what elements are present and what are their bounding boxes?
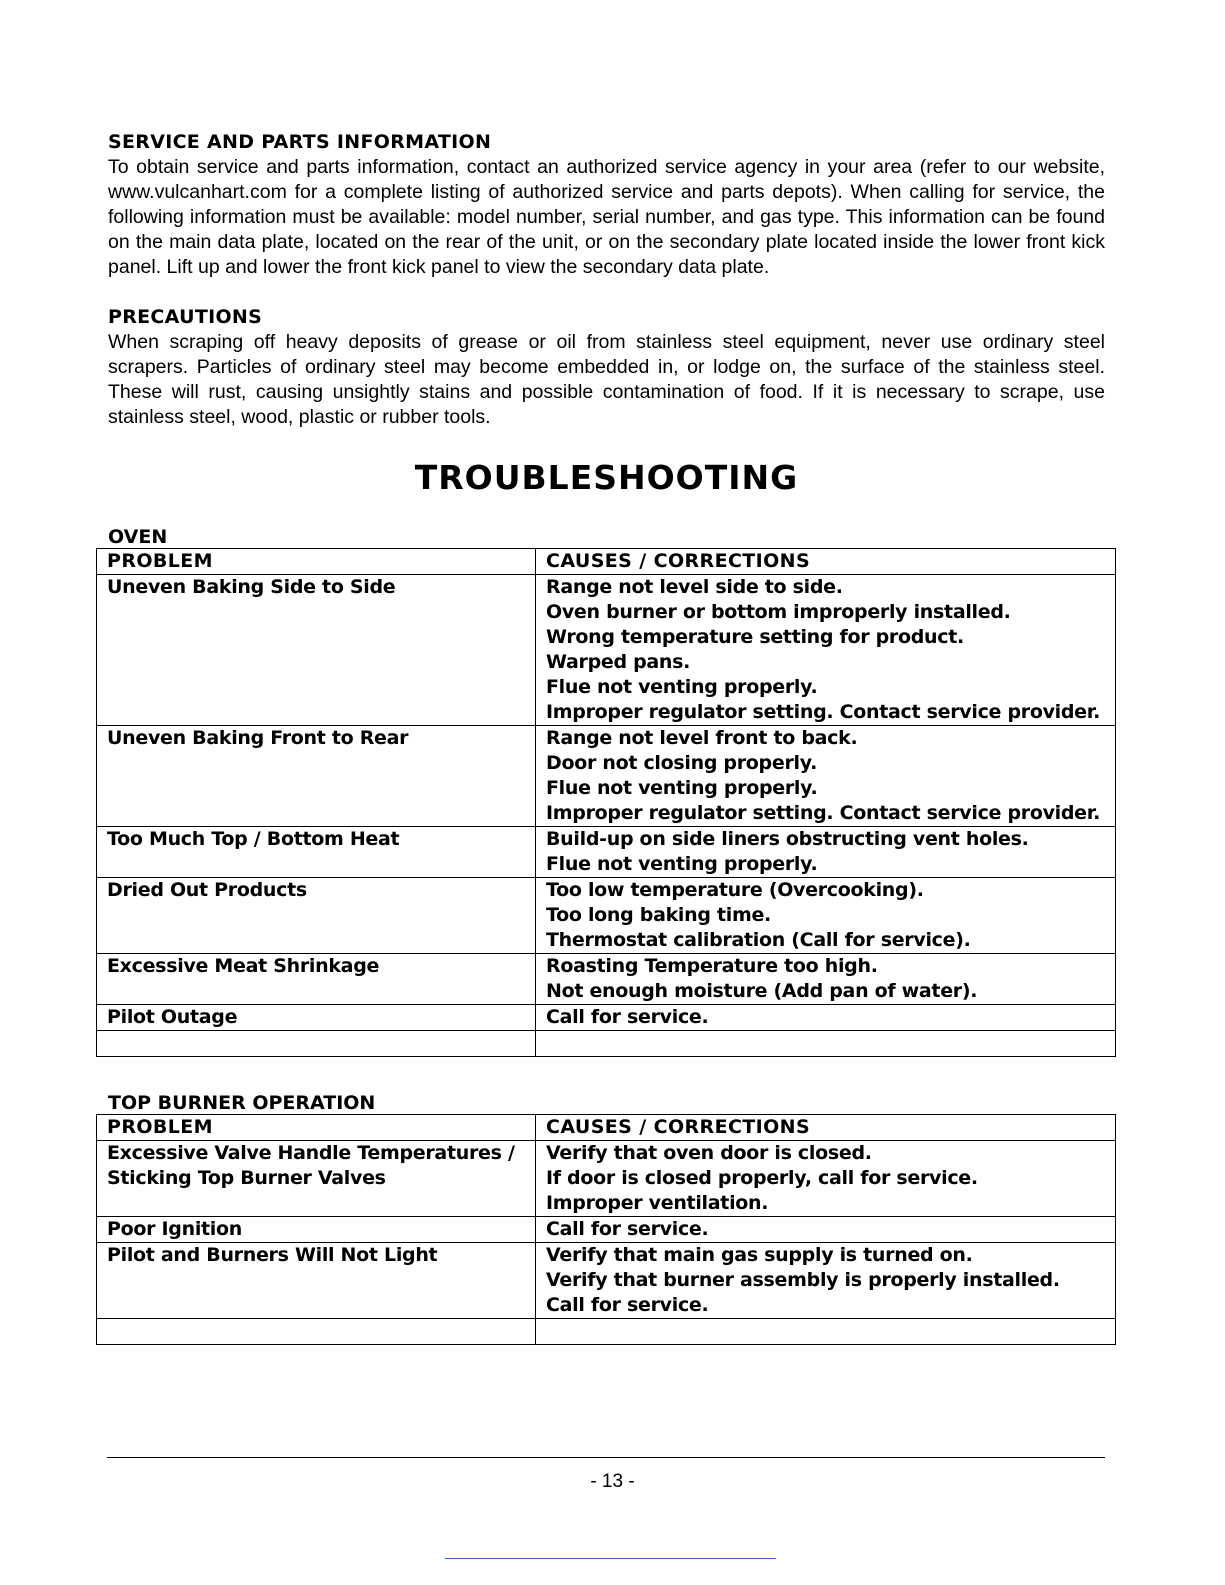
cause-line: Flue not venting properly. — [546, 676, 818, 698]
bottom-edge-line — [445, 1558, 776, 1559]
table-row — [97, 1217, 1116, 1243]
cause-line: Door not closing properly. — [546, 752, 817, 774]
cause-line: Flue not venting properly. — [546, 853, 818, 875]
cause-line: Flue not venting properly. — [546, 777, 818, 799]
causes-column-header: CAUSES / CORRECTIONS — [536, 549, 1116, 575]
cause-line: Too long baking time. — [546, 904, 771, 926]
oven-table-label: OVEN — [108, 526, 168, 548]
table-row — [97, 575, 1116, 726]
problem-column-header: PROBLEM — [97, 1115, 536, 1141]
precautions-heading: PRECAUTIONS — [108, 306, 263, 328]
cause-line: Wrong temperature setting for product. — [546, 626, 964, 648]
oven-section — [108, 526, 1105, 1057]
problem-cell: Uneven Baking Side to Side — [97, 575, 536, 726]
service-heading: SERVICE AND PARTS INFORMATION — [108, 131, 492, 153]
problem-cell: Dried Out Products — [97, 878, 536, 954]
causes-cell — [536, 878, 1116, 954]
table-header-row — [97, 549, 1116, 575]
footer-divider — [107, 1457, 1105, 1458]
table-row — [97, 827, 1116, 878]
causes-cell — [536, 1243, 1116, 1319]
causes-column-header: CAUSES / CORRECTIONS — [536, 1115, 1116, 1141]
empty-cell — [536, 1031, 1116, 1057]
empty-cell — [536, 1319, 1116, 1345]
problem-cell: Uneven Baking Front to Rear — [97, 726, 536, 827]
cause-line: Call for service. — [546, 1218, 709, 1240]
page-number: - 13 - — [590, 1471, 635, 1492]
problem-cell: Excessive Valve Handle Temperatures / Sticking Top Burner Valves — [97, 1141, 536, 1217]
cause-line: Build-up on side liners obstructing vent holes. — [546, 828, 1029, 850]
top-burner-table-label: TOP BURNER OPERATION — [108, 1092, 376, 1114]
table-header-row — [97, 1115, 1116, 1141]
page-title: TROUBLESHOOTING — [414, 458, 799, 497]
causes-cell — [536, 954, 1116, 1005]
causes-cell — [536, 1141, 1116, 1217]
table-row — [97, 878, 1116, 954]
top-burner-troubleshooting-table — [96, 1114, 1116, 1345]
cause-line: If door is closed properly, call for service. — [546, 1167, 978, 1189]
precautions-text: When scraping off heavy deposits of grease or oil from stainless steel equipment, never use ordinary steel scrapers. Particles of ordinary steel may become embedded in, or lodge on, the surface of the stainless steel. These will rust, causing unsightly stains and possible contamination of food. If it is necessary to scrape, use stainless steel, wood, plastic or rubber tools. — [108, 331, 1105, 428]
table-row — [97, 954, 1116, 1005]
cause-line: Range not level side to side. — [546, 576, 843, 598]
empty-cell — [97, 1319, 536, 1345]
document-page — [108, 130, 1105, 1345]
cause-line: Improper regulator setting. Contact service provider. — [546, 701, 1101, 723]
service-section — [108, 130, 1105, 280]
precautions-section — [108, 305, 1105, 430]
cause-line: Range not level front to back. — [546, 727, 858, 749]
cause-line: Thermostat calibration (Call for service). — [546, 929, 971, 951]
cause-line: Oven burner or bottom improperly installed. — [546, 601, 1011, 623]
problem-cell: Pilot and Burners Will Not Light — [97, 1243, 536, 1319]
causes-cell — [536, 726, 1116, 827]
empty-row — [97, 1031, 1116, 1057]
oven-troubleshooting-table — [96, 548, 1116, 1057]
causes-cell — [536, 1217, 1116, 1243]
problem-column-header: PROBLEM — [97, 549, 536, 575]
cause-line: Warped pans. — [546, 651, 691, 673]
cause-line: Verify that main gas supply is turned on. — [546, 1244, 973, 1266]
causes-cell — [536, 575, 1116, 726]
problem-cell: Excessive Meat Shrinkage — [97, 954, 536, 1005]
cause-line: Call for service. — [546, 1294, 709, 1316]
causes-cell — [536, 1005, 1116, 1031]
cause-line: Improper ventilation. — [546, 1192, 769, 1214]
causes-cell — [536, 827, 1116, 878]
cause-line: Roasting Temperature too high. — [546, 955, 878, 977]
service-text: To obtain service and parts information, contact an authorized service agency in your area (refer to our website, www.vulcanhart.com for a complete listing of authorized service and parts depots). When calling for service, the following information must be available: model number, serial number, and gas type. This information can be found on the main data plate, located on the rear of the unit, or on the secondary plate located inside the lower front kick panel. Lift up and lower the front kick panel to view the secondary data plate. — [108, 156, 1105, 278]
cause-line: Verify that oven door is closed. — [546, 1142, 872, 1164]
table-row — [97, 1141, 1116, 1217]
empty-row — [97, 1319, 1116, 1345]
problem-cell: Too Much Top / Bottom Heat — [97, 827, 536, 878]
cause-line: Improper regulator setting. Contact service provider. — [546, 802, 1101, 824]
cause-line: Verify that burner assembly is properly installed. — [546, 1269, 1060, 1291]
cause-line: Too low temperature (Overcooking). — [546, 879, 924, 901]
table-row — [97, 726, 1116, 827]
cause-line: Not enough moisture (Add pan of water). — [546, 980, 978, 1002]
problem-cell: Pilot Outage — [97, 1005, 536, 1031]
empty-cell — [97, 1031, 536, 1057]
table-row — [97, 1243, 1116, 1319]
top-burner-section — [108, 1092, 1105, 1345]
table-row — [97, 1005, 1116, 1031]
cause-line: Call for service. — [546, 1006, 709, 1028]
problem-cell: Poor Ignition — [97, 1217, 536, 1243]
